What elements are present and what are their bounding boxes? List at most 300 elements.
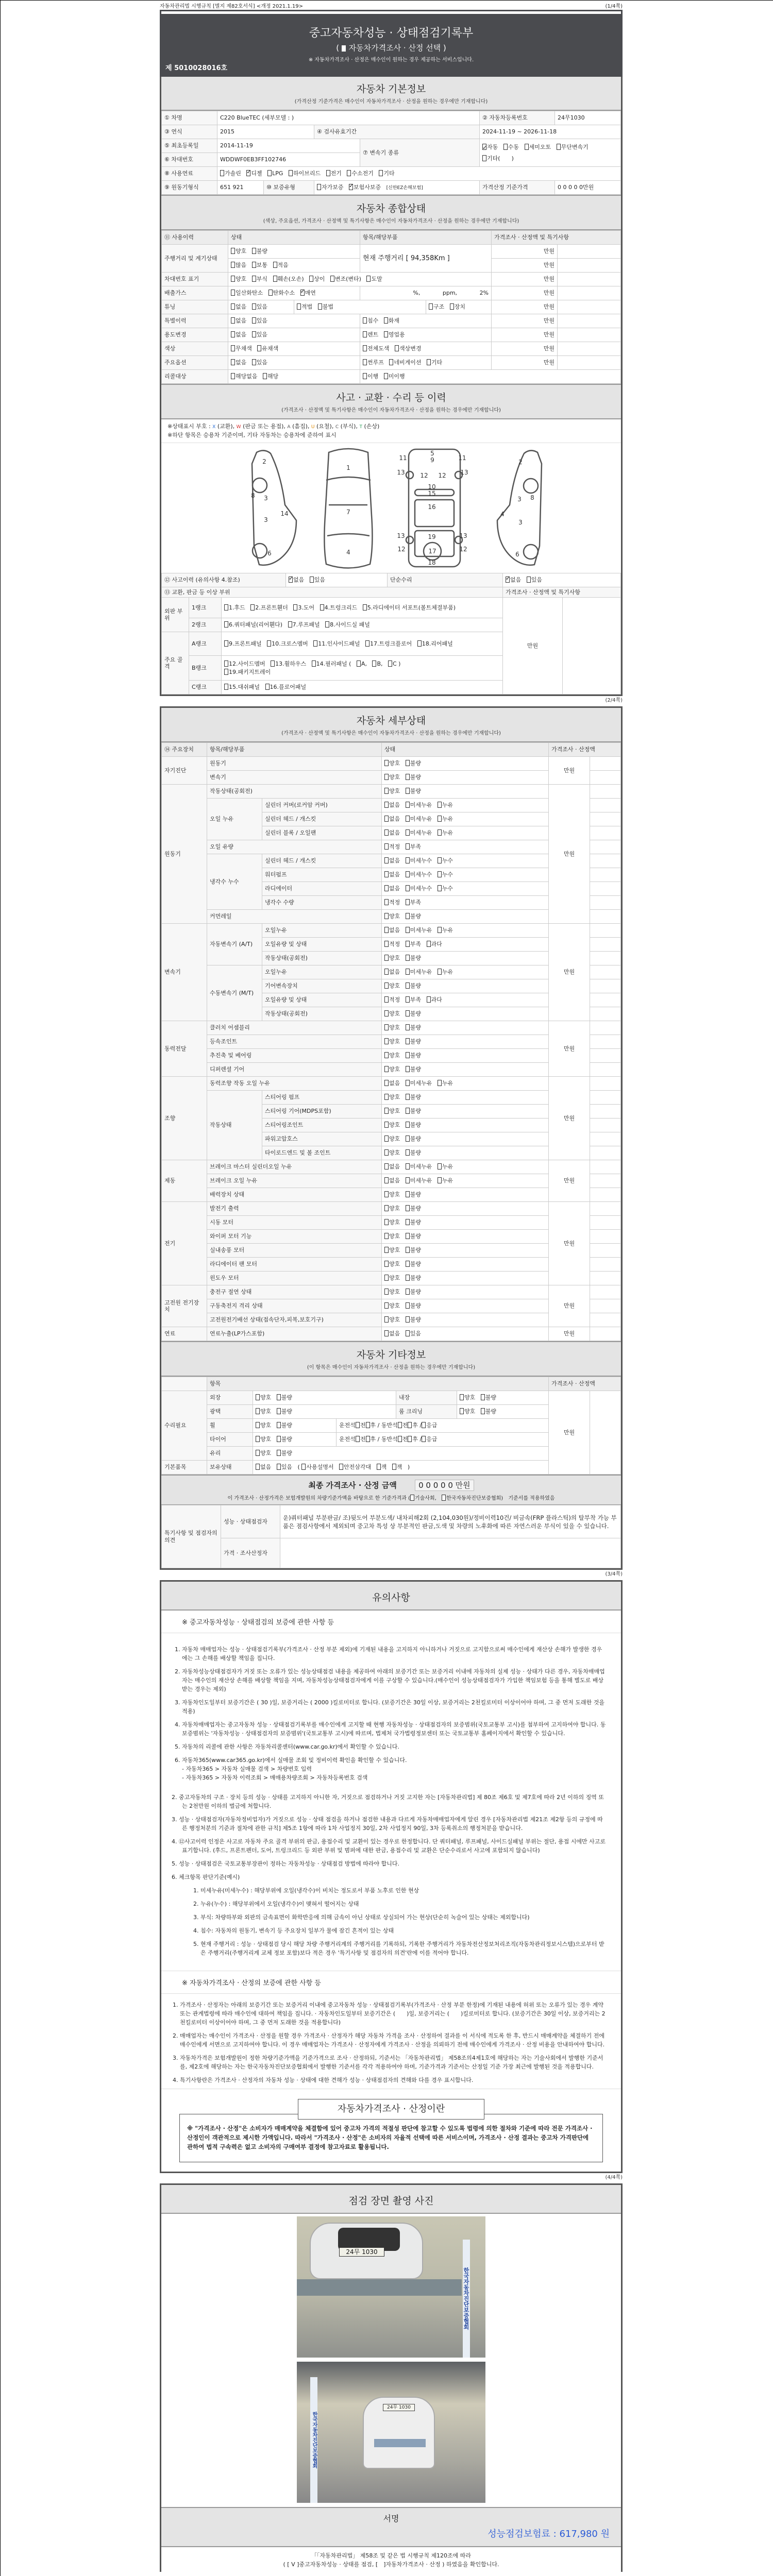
checkbox[interactable] [384, 1275, 389, 1281]
checkbox[interactable] [406, 816, 410, 822]
checkbox[interactable] [384, 1289, 389, 1295]
checkbox[interactable] [406, 1316, 410, 1323]
checkbox[interactable] [384, 1191, 389, 1197]
price-note[interactable] [590, 1174, 621, 1188]
check-option [293, 604, 314, 611]
checkbox[interactable] [384, 816, 389, 822]
checkbox[interactable] [252, 262, 256, 268]
checkbox[interactable] [277, 1394, 281, 1400]
price-note[interactable] [590, 1035, 621, 1049]
checkbox[interactable] [388, 660, 392, 667]
checkbox[interactable] [363, 345, 367, 351]
registration-number: 24무1030 [555, 111, 621, 125]
price-note[interactable] [590, 1118, 621, 1132]
checkbox[interactable] [438, 885, 442, 891]
checkbox[interactable] [406, 899, 410, 905]
association-banner: 한국자동차진단보증협회 [310, 2377, 317, 2503]
checkbox[interactable] [406, 1177, 410, 1183]
price-note[interactable] [590, 896, 621, 910]
checkbox[interactable] [263, 373, 267, 379]
checkbox[interactable] [347, 170, 351, 176]
inspector-opinion[interactable]: 운)쿼터패널 부분판금/ 조)뒷도어 부분도색/ 내차피해2회 (2,104,030원)/정비이력10건/ 비금속(FRP 플라스틱)의 탈부착 가능 부품은 점검사항에서 제외되며 중고차 특성 상 부분적인 판금,도색 및 차량의 노후화에 따른 자연스러운 부식이 있을 수 있습니다. [280, 1505, 621, 1538]
checkbox[interactable] [277, 1450, 281, 1456]
checkbox[interactable] [224, 660, 228, 667]
checkbox[interactable] [365, 640, 369, 647]
price-note[interactable] [563, 598, 621, 694]
price-note[interactable] [590, 952, 621, 965]
car-diagram [161, 443, 621, 573]
checkbox[interactable] [363, 359, 367, 365]
price-note[interactable] [590, 993, 621, 1007]
inspection-photo-rear [297, 2362, 485, 2503]
price-note[interactable] [558, 286, 621, 300]
checkbox[interactable] [406, 1136, 410, 1142]
checkbox[interactable] [438, 802, 442, 808]
price-note[interactable] [558, 273, 621, 286]
checkbox[interactable] [384, 1122, 389, 1128]
price-note[interactable] [590, 924, 621, 938]
checkbox[interactable] [384, 1010, 389, 1016]
checkbox[interactable] [357, 660, 361, 667]
price-note[interactable] [590, 910, 621, 924]
price-note[interactable] [590, 785, 621, 799]
checkbox[interactable] [406, 969, 410, 975]
price-note[interactable] [590, 1063, 621, 1077]
price-note[interactable] [590, 1105, 621, 1118]
checkbox[interactable] [406, 913, 410, 919]
price-note[interactable] [558, 342, 621, 356]
checkbox[interactable] [427, 941, 431, 947]
checkbox[interactable] [224, 684, 228, 690]
checkbox[interactable] [325, 621, 329, 628]
price-note[interactable] [590, 1285, 621, 1299]
checkbox[interactable] [289, 170, 293, 176]
checkbox[interactable] [297, 303, 301, 310]
checkbox[interactable] [384, 788, 389, 794]
checkbox[interactable] [363, 373, 367, 379]
price-note[interactable] [590, 1391, 621, 1475]
checkbox[interactable] [309, 276, 313, 282]
checkbox[interactable] [450, 303, 454, 310]
price-note[interactable] [590, 771, 621, 785]
checkbox-label: 매연 [305, 290, 316, 297]
checkbox[interactable] [384, 829, 389, 836]
checkbox[interactable] [377, 1464, 381, 1470]
checkbox[interactable] [482, 144, 486, 150]
price-note[interactable] [590, 882, 621, 896]
checkbox[interactable] [356, 1436, 360, 1442]
checkbox[interactable] [438, 927, 442, 933]
checkbox[interactable] [379, 170, 383, 176]
checkbox[interactable] [406, 802, 410, 808]
checkbox[interactable] [384, 1024, 389, 1030]
rank-label: B랭크 [189, 656, 222, 681]
checkbox[interactable] [384, 802, 389, 808]
checkbox[interactable] [384, 996, 389, 1003]
document-header [161, 11, 621, 75]
checkbox[interactable] [384, 1163, 389, 1170]
price-note[interactable] [590, 1132, 621, 1146]
checkbox[interactable] [427, 359, 431, 365]
checkbox[interactable] [406, 1066, 410, 1072]
checkbox[interactable] [273, 276, 277, 282]
checkbox[interactable] [384, 1247, 389, 1253]
checkbox[interactable] [252, 303, 256, 310]
checkbox[interactable] [363, 604, 367, 611]
checkbox[interactable] [256, 1464, 260, 1470]
checkbox[interactable] [406, 1275, 410, 1281]
checkbox[interactable] [438, 969, 442, 975]
checkbox[interactable] [384, 1205, 389, 1211]
price-note[interactable] [590, 965, 621, 979]
checkbox[interactable] [384, 899, 389, 905]
price-note[interactable] [590, 1230, 621, 1244]
checkbox[interactable] [366, 1422, 370, 1428]
check-option [256, 1464, 271, 1470]
checkbox[interactable] [422, 1436, 426, 1442]
checkbox[interactable] [349, 184, 353, 190]
checkbox[interactable] [317, 184, 321, 190]
price-note[interactable] [590, 1146, 621, 1160]
checkbox[interactable] [256, 1408, 260, 1414]
price-note[interactable] [590, 1077, 621, 1091]
checkbox[interactable] [320, 604, 324, 611]
price-note[interactable] [590, 1091, 621, 1105]
checkbox[interactable] [265, 684, 270, 690]
check-option [318, 303, 333, 310]
checkbox[interactable] [384, 1330, 389, 1336]
price-note[interactable] [590, 840, 621, 854]
price-note[interactable] [590, 1216, 621, 1230]
checkbox[interactable] [392, 1464, 396, 1470]
price-note[interactable] [590, 1021, 621, 1035]
checkbox[interactable] [406, 927, 410, 933]
checkbox[interactable] [384, 1233, 389, 1239]
checkbox[interactable] [395, 345, 399, 351]
checkbox[interactable] [406, 1038, 410, 1044]
checkbox[interactable] [406, 996, 410, 1003]
price-note[interactable] [558, 314, 621, 328]
checkbox[interactable] [224, 640, 228, 647]
checkbox[interactable] [438, 1163, 442, 1170]
symbol-meaning: (교환), [215, 423, 237, 430]
price-note[interactable] [590, 1299, 621, 1313]
checkbox[interactable] [481, 1394, 485, 1400]
checkbox-label: 없음 [236, 317, 247, 325]
checkbox[interactable] [384, 1316, 389, 1323]
checkbox[interactable] [288, 621, 292, 628]
checkbox[interactable] [384, 871, 389, 877]
checkbox[interactable] [384, 317, 388, 324]
price-note[interactable] [590, 1244, 621, 1258]
checkbox[interactable] [326, 170, 330, 176]
checkbox[interactable] [384, 969, 389, 975]
rank-label: A랭크 [189, 632, 222, 656]
checkbox[interactable] [231, 317, 235, 324]
price-note[interactable] [590, 826, 621, 840]
checkbox[interactable] [460, 1408, 464, 1414]
checkbox[interactable] [256, 1394, 260, 1400]
checkbox[interactable] [406, 955, 410, 961]
check-option [384, 1261, 400, 1267]
price-note[interactable] [590, 1188, 621, 1202]
checkbox-label: 없음 [389, 1163, 400, 1171]
checkbox[interactable] [429, 303, 433, 310]
checkbox[interactable] [406, 1191, 410, 1197]
checkbox[interactable] [406, 1247, 410, 1253]
item-label: 실내송풍 모터 [207, 1244, 382, 1258]
check-option [349, 184, 381, 191]
checkbox[interactable] [301, 1464, 306, 1470]
checkbox[interactable] [356, 1422, 360, 1428]
criteria-item: 3. 부식: 차량하부와 외판의 금속표면이 화학반응에 의해 금속이 아닌 상태로 상실되어 가는 현상(단순히 녹슬어 있는 상태는 제외합니다) [200, 1913, 607, 1922]
checkbox[interactable] [406, 1302, 410, 1309]
check-option [384, 373, 405, 380]
checkbox[interactable] [277, 1408, 281, 1414]
checkbox[interactable] [231, 373, 235, 379]
price-note[interactable] [590, 938, 621, 952]
checkbox[interactable] [271, 660, 275, 667]
checkbox[interactable] [384, 1080, 389, 1086]
usage-change-type [360, 328, 492, 342]
checkbox[interactable] [438, 1177, 442, 1183]
checkbox[interactable] [384, 1136, 389, 1142]
price-note[interactable] [558, 300, 621, 314]
checkbox[interactable] [246, 170, 250, 176]
notice-item [172, 1837, 607, 1855]
checkbox[interactable] [231, 359, 235, 365]
checkbox[interactable] [384, 1149, 389, 1156]
checkbox[interactable] [384, 1177, 389, 1183]
price-note[interactable] [558, 259, 621, 273]
checkbox-label: 없음 [293, 577, 305, 584]
checkbox[interactable] [267, 170, 272, 176]
checkbox[interactable] [422, 1422, 426, 1428]
checkbox[interactable] [384, 331, 388, 337]
checkbox[interactable] [300, 290, 305, 296]
checkbox[interactable] [252, 359, 256, 365]
checkbox[interactable] [384, 941, 389, 947]
price-note[interactable] [590, 1007, 621, 1021]
checkbox[interactable] [366, 1436, 370, 1442]
checkbox[interactable] [406, 871, 410, 877]
checkbox[interactable] [366, 276, 371, 282]
checkbox[interactable] [231, 290, 235, 296]
checkbox[interactable] [224, 604, 228, 611]
price-note[interactable] [590, 868, 621, 882]
checkbox[interactable] [503, 144, 508, 150]
checkbox[interactable] [313, 640, 317, 647]
price-note[interactable] [590, 854, 621, 868]
check-option [525, 144, 551, 150]
checkbox[interactable] [231, 345, 235, 351]
checkbox[interactable] [384, 760, 389, 766]
checkbox[interactable] [398, 1422, 402, 1428]
checkbox[interactable] [406, 1122, 410, 1128]
price-note[interactable] [590, 1327, 621, 1341]
checkbox[interactable] [406, 885, 410, 891]
checkbox[interactable] [231, 248, 235, 254]
checkbox[interactable] [408, 1436, 412, 1442]
checkbox[interactable] [384, 373, 388, 379]
checkbox[interactable] [406, 1330, 410, 1336]
checkbox[interactable] [406, 1052, 410, 1058]
checkbox[interactable] [277, 1436, 281, 1442]
price-note[interactable] [590, 1313, 621, 1327]
exterior-options [253, 1391, 396, 1405]
checkbox-label: 양호 [389, 982, 400, 990]
checkbox[interactable] [406, 1024, 410, 1030]
price-note[interactable] [558, 356, 621, 370]
price-note[interactable] [590, 979, 621, 993]
checkbox[interactable] [289, 577, 293, 583]
checkbox[interactable] [406, 1080, 410, 1086]
checkbox[interactable] [506, 577, 510, 583]
checkbox[interactable] [384, 913, 389, 919]
checkbox[interactable] [384, 1219, 389, 1225]
checkbox[interactable] [406, 1289, 410, 1295]
checkbox[interactable] [427, 996, 431, 1003]
checkbox[interactable] [384, 885, 389, 891]
checkbox[interactable] [384, 955, 389, 961]
checkbox[interactable] [384, 1261, 389, 1267]
checkbox[interactable] [250, 604, 255, 611]
checkbox[interactable] [438, 857, 442, 863]
checkbox[interactable] [277, 1464, 281, 1470]
checkbox[interactable] [273, 262, 277, 268]
checkbox[interactable] [277, 1422, 281, 1428]
checkbox[interactable] [408, 1422, 412, 1428]
row-label: 주행거리 및 계기상태 [162, 245, 228, 273]
price-note[interactable] [590, 757, 621, 771]
checkbox[interactable] [406, 857, 410, 863]
checkbox[interactable] [310, 577, 314, 583]
checkbox[interactable] [384, 1108, 389, 1114]
checkbox[interactable] [438, 829, 442, 836]
checkbox[interactable] [406, 1219, 410, 1225]
checkbox[interactable] [384, 982, 389, 989]
checkbox[interactable] [252, 317, 256, 324]
checkbox[interactable] [482, 155, 486, 161]
checkbox[interactable] [256, 1436, 260, 1442]
checkbox[interactable] [406, 788, 410, 794]
checkbox[interactable] [398, 1436, 402, 1442]
checkbox[interactable] [363, 317, 367, 324]
checkbox[interactable] [231, 303, 235, 310]
checkbox[interactable] [410, 1495, 414, 1501]
checkbox[interactable] [525, 144, 529, 150]
checkbox[interactable] [384, 1066, 389, 1072]
checkbox[interactable] [231, 276, 235, 282]
checkbox[interactable] [257, 345, 261, 351]
device-group-label: 연료 [162, 1327, 207, 1341]
checkbox[interactable] [224, 669, 228, 675]
checkbox-label: B, [377, 660, 383, 667]
simple-repair-label: 단순수리 [388, 573, 503, 587]
checkbox[interactable] [339, 1464, 343, 1470]
appraiser-opinion[interactable] [280, 1538, 621, 1568]
checkbox[interactable] [406, 1108, 410, 1114]
price-note[interactable] [590, 1272, 621, 1285]
checkbox[interactable] [252, 331, 256, 337]
checkbox[interactable] [527, 577, 531, 583]
part-number-label: 8 [530, 494, 534, 501]
checkbox[interactable] [372, 660, 376, 667]
checkbox[interactable] [406, 1233, 410, 1239]
final-price-label: 최종 가격조사 · 산정 금액 [308, 1481, 397, 1490]
checkbox[interactable] [406, 774, 410, 780]
checkbox[interactable] [363, 331, 367, 337]
checkbox[interactable] [406, 1094, 410, 1100]
service-select [161, 42, 621, 53]
checkbox[interactable] [460, 1394, 464, 1400]
checkbox[interactable] [384, 1302, 389, 1309]
checkbox[interactable] [384, 1052, 389, 1058]
checkbox[interactable] [231, 331, 235, 337]
checkbox[interactable] [406, 982, 410, 989]
checkbox[interactable] [267, 640, 271, 647]
checkbox[interactable] [406, 1205, 410, 1211]
checkbox[interactable] [318, 303, 322, 310]
checkbox[interactable] [557, 144, 561, 150]
checkbox[interactable] [438, 1080, 442, 1086]
checkbox[interactable] [384, 774, 389, 780]
checkbox[interactable] [438, 871, 442, 877]
checkbox[interactable] [384, 857, 389, 863]
price-note[interactable] [590, 1160, 621, 1174]
price-note[interactable] [558, 245, 621, 259]
price-note[interactable] [590, 812, 621, 826]
checkbox[interactable] [384, 843, 389, 850]
checkbox[interactable] [252, 248, 256, 254]
check-option [312, 660, 351, 667]
checkbox[interactable] [256, 1450, 260, 1456]
checkbox[interactable] [293, 604, 297, 611]
checkbox[interactable] [438, 816, 442, 822]
checkbox[interactable] [384, 1094, 389, 1100]
checkbox[interactable] [389, 359, 393, 365]
checkbox[interactable] [406, 1149, 410, 1156]
checkbox[interactable] [442, 1495, 446, 1501]
price-note[interactable] [558, 328, 621, 342]
checkbox[interactable] [406, 843, 410, 850]
price-note[interactable] [590, 1258, 621, 1272]
checkbox[interactable] [231, 262, 235, 268]
price-note[interactable] [590, 1202, 621, 1216]
checkbox[interactable] [406, 941, 410, 947]
price-service-checkbox[interactable] [342, 45, 346, 52]
checkbox[interactable] [406, 1010, 410, 1016]
checkbox[interactable] [268, 290, 273, 296]
checkbox[interactable] [481, 1408, 485, 1414]
checkbox[interactable] [312, 660, 316, 667]
checkbox[interactable] [406, 1261, 410, 1267]
checkbox[interactable] [417, 640, 422, 647]
checkbox[interactable] [384, 927, 389, 933]
checkbox[interactable] [224, 621, 228, 628]
checkbox[interactable] [252, 276, 256, 282]
check-option [297, 303, 312, 310]
checkbox[interactable] [256, 1422, 260, 1428]
checkbox[interactable] [220, 170, 224, 176]
price-note[interactable] [590, 1049, 621, 1063]
checkbox[interactable] [406, 760, 410, 766]
checkbox[interactable] [406, 1163, 410, 1170]
checkbox[interactable] [330, 276, 334, 282]
checkbox[interactable] [384, 1038, 389, 1044]
price-note[interactable] [590, 799, 621, 812]
checkbox[interactable] [406, 829, 410, 836]
